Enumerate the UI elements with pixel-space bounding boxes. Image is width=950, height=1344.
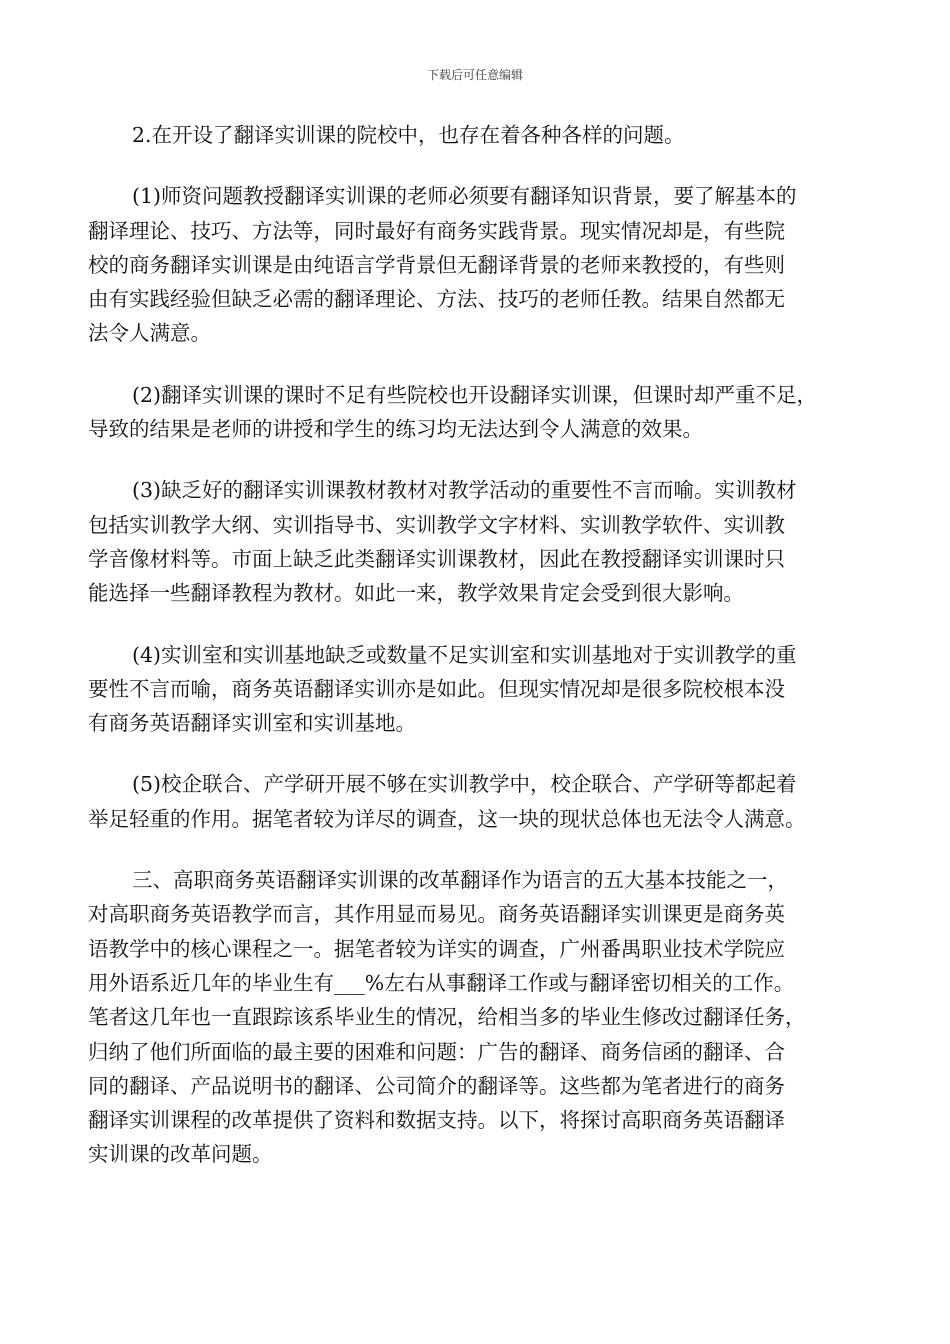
text-line: 学音像材料等。市面上缺乏此类翻译实训课教材，因此在教授翻译实训课时只: [88, 546, 785, 571]
text-line: 要性不言而喻，商务英语翻译实训亦是如此。但现实情况却是很多院校根本没: [88, 676, 785, 701]
document-body: [88, 118, 872, 1199]
text-line: 法令人满意。: [88, 321, 211, 346]
text-line: 有商务英语翻译实训室和实训基地。: [88, 711, 416, 736]
text-line: 实训课的改革问题。: [88, 1142, 273, 1167]
text-line: (5)校企联合、产学研开展不够在实训教学中，校企联合、产学研等都起着: [132, 772, 797, 797]
text-line: 能选择一些翻译教程为教材。如此一来，教学效果肯定会受到很大影响。: [88, 581, 744, 606]
text-line: (3)缺乏好的翻译实训课教材教材对教学活动的重要性不言而喻。实训教材: [132, 478, 797, 503]
text-line: 同的翻译、产品说明书的翻译、公司简介的翻译等。这些都为笔者进行的商务: [88, 1073, 785, 1098]
text-line: 三、高职商务英语翻译实训课的改革翻译作为语言的五大基本技能之一，: [132, 868, 788, 893]
text-line: 举足轻重的作用。据笔者较为详尽的调查，这一块的现状总体也无法令人满意。: [88, 806, 806, 831]
text-line: 对高职商务英语教学而言，其作用显而易见。商务英语翻译实训课更是商务英: [88, 902, 785, 927]
text-line: 翻译理论、技巧、方法等，同时最好有商务实践背景。现实情况却是，有些院: [88, 218, 785, 243]
text-line: (2)翻译实训课的课时不足有些院校也开设翻译实训课，但课时却严重不足，: [132, 382, 818, 407]
paragraph: [88, 767, 872, 836]
text-line: 语教学中的核心课程之一。据笔者较为详实的调查，广州番禺职业技术学院应: [88, 936, 785, 961]
text-line: 2.在开设了翻译实训课的院校中，也存在着各种各样的问题。: [132, 123, 685, 147]
text-line: (1)师资问题教授翻译实训课的老师必须要有翻译知识背景，要了解基本的: [132, 184, 797, 209]
text-line: 用外语系近几年的毕业生有___%左右从事翻译工作或与翻译密切相关的工作。: [88, 970, 795, 995]
page-header: 下载后可任意编辑: [426, 68, 523, 82]
text-line: 翻译实训课程的改革提供了资料和数据支持。以下，将探讨高职商务英语翻译: [88, 1108, 785, 1133]
text-line: 笔者这几年也一直跟踪该系毕业生的情况，给相当多的毕业生修改过翻译任务，: [88, 1005, 806, 1030]
paragraph: [88, 638, 872, 741]
text-line: 校的商务翻译实训课是由纯语言学背景但无翻译背景的老师来教授的，有些则: [88, 252, 785, 277]
text-line: (4)实训室和实训基地缺乏或数量不足实训室和实训基地对于实训教学的重: [132, 642, 797, 667]
paragraph: [88, 473, 872, 610]
text-line: 包括实训教学大纲、实训指导书、实训教学文字材料、实训教学软件、实训教: [88, 512, 785, 537]
text-line: 归纳了他们所面临的最主要的困难和问题：广告的翻译、商务信函的翻译、合: [88, 1039, 785, 1064]
paragraph: [88, 863, 872, 1172]
paragraph: [88, 118, 872, 152]
paragraph: [88, 378, 872, 447]
text-line: 由有实践经验但缺乏必需的翻译理论、方法、技巧的老师任教。结果自然都无: [88, 287, 785, 312]
paragraph: [88, 179, 872, 350]
text-line: 导致的结果是老师的讲授和学生的练习均无法达到令人满意的效果。: [88, 417, 703, 442]
